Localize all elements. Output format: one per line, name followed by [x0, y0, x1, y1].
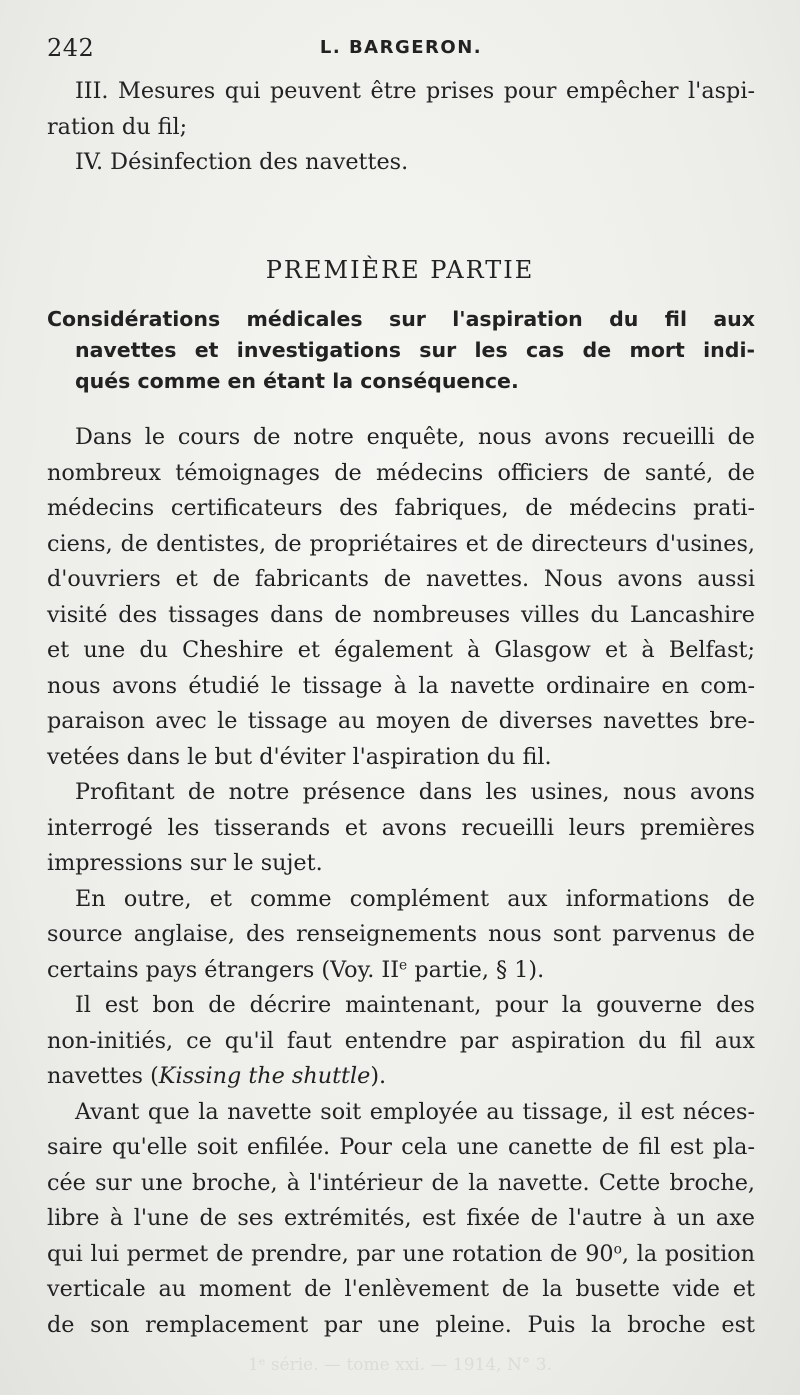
paragraph-line: verticale au moment de l'enlèvement de la busette vide et [47, 1276, 755, 1302]
paragraph-line: paraison avec le tissage au moyen de diverses navettes bre- [47, 708, 755, 734]
paragraph-line: En outre, et comme complément aux informations de [75, 885, 755, 912]
part-title: PREMIÈRE PARTIE [265, 256, 535, 284]
list-item-3-line-1: III. Mesures qui peuvent être prises pour empêcher l'aspi- [75, 78, 755, 104]
text-run: navettes ( [47, 1063, 159, 1089]
outline-list [47, 74, 755, 181]
paragraph-line: vetées dans le but d'éviter l'aspiration du fil. [47, 743, 552, 770]
section-heading [47, 304, 755, 397]
section-heading-line: Considérations médicales sur l'aspiration du fil aux [47, 307, 755, 331]
paragraph-line: Profitant de notre présence dans les usines, nous avons [75, 779, 755, 805]
superscript: e [399, 956, 408, 973]
paragraph-line [47, 1059, 755, 1095]
bleedthrough-footer: 1ᵉ série. — tome xxi. — 1914, N° 3. [248, 1355, 552, 1375]
paragraph-line: source anglaise, des renseignements nous sont parvenus de [47, 921, 755, 947]
section-heading-line: navettes et investigations sur les cas de mort indi- [75, 338, 755, 362]
text-run: partie, § 1). [407, 956, 545, 983]
paragraph-line: Dans le cours de notre enquête, nous avons recueilli de [75, 424, 755, 450]
body-text [47, 420, 755, 1343]
superscript: o [613, 1240, 622, 1257]
running-title: L. BARGERON. [319, 37, 483, 58]
paragraph-line: Avant que la navette soit employée au tissage, il est néces- [75, 1098, 755, 1125]
paragraph-line: visité des tissages dans de nombreuses villes du Lancashire [47, 601, 755, 628]
paragraph-line: interrogé les tisserands et avons recueilli leurs premières [47, 814, 755, 841]
paragraph-line: cée sur une broche, à l'intérieur de la navette. Cette broche, [47, 1169, 755, 1196]
page-number: 242 [47, 34, 95, 62]
paragraph-line: Il est bon de décrire maintenant, pour la gouverne des [75, 992, 755, 1018]
paragraph-line: nous avons étudié le tissage à la navette ordinaire en com- [47, 672, 755, 699]
paragraph-line: ciens, de dentistes, de propriétaires et de directeurs d'usines, [47, 530, 755, 557]
text-run: certains pays étrangers (Voy. II [47, 956, 400, 983]
paragraph-line: saire qu'elle soit enfilée. Pour cela une canette de fil est pla- [47, 1134, 755, 1160]
paragraph-line: libre à l'une de ses extrémités, est fixée de l'autre à un axe [47, 1205, 755, 1231]
running-header [47, 34, 755, 62]
paragraph-line: médecins certificateurs des fabriques, de médecins prati- [47, 495, 755, 521]
list-item-3-line-2: ration du fil; [47, 113, 188, 140]
text-run: qui lui permet de prendre, par une rotation de 90 [47, 1240, 614, 1267]
paragraph-line: et une du Cheshire et également à Glasgow et à Belfast; [47, 637, 755, 663]
paragraph-line: de son remplacement par une pleine. Puis la broche est [47, 1311, 755, 1338]
text-run: , la position [621, 1240, 755, 1267]
section-heading-line: qués comme en étant la conséquence. [75, 369, 519, 393]
italic-term: Kissing the shuttle [158, 1063, 371, 1089]
paragraph-line: d'ouvriers et de fabricants de navettes. Nous avons aussi [47, 566, 755, 592]
text-run: ). [370, 1063, 387, 1089]
paragraph-line [47, 1237, 755, 1273]
paragraph-line: non-initiés, ce qu'il faut entendre par aspiration du fil aux [47, 1027, 755, 1054]
list-item-4: IV. Désinfection des navettes. [75, 149, 409, 175]
paragraph-line: nombreux témoignages de médecins officiers de santé, de [47, 459, 755, 486]
paragraph-line: impressions sur le sujet. [47, 850, 323, 876]
paragraph-line [47, 953, 755, 989]
